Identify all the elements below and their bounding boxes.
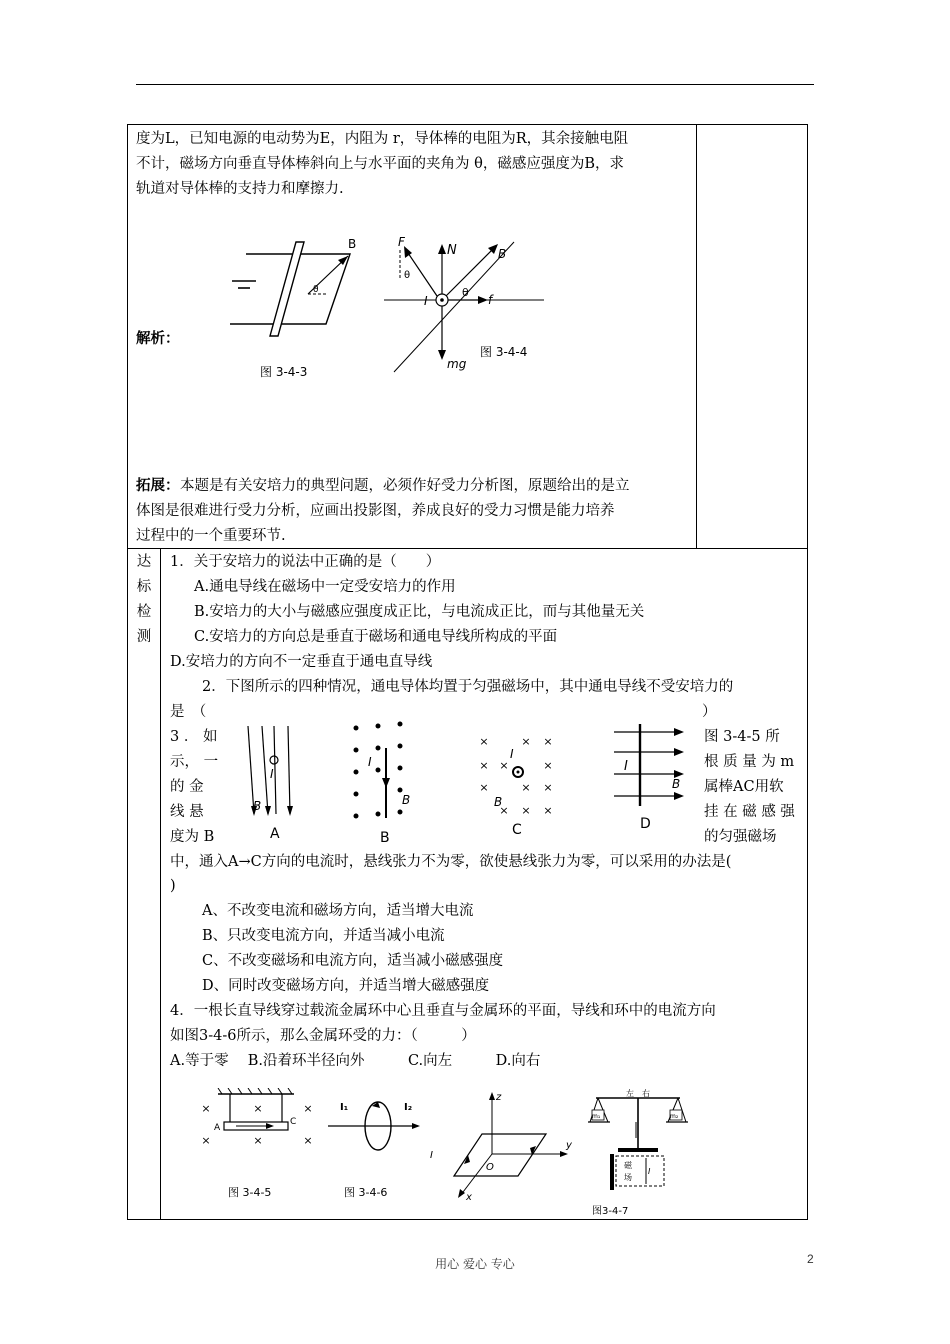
page-footer: 用心 爱心 专心 — [435, 1257, 515, 1271]
svg-text:左: 左 — [626, 1089, 634, 1098]
tuozhan-line-1: 本题是有关安培力的典型问题，必须作好受力分析图，原题给出的是立 — [180, 478, 630, 494]
svg-text:×: × — [543, 781, 553, 794]
section-label-char-4: 测 — [136, 629, 152, 645]
tuozhan-line-2: 体图是很难进行受力分析，应画出投影图，养成良好的受力习惯是能力培养 — [136, 503, 615, 519]
svg-text:θ: θ — [462, 286, 469, 299]
table-label-column-border — [160, 548, 161, 1220]
svg-text:图 3-4-3: 图 3-4-3 — [260, 365, 308, 379]
q2-panel-c — [476, 730, 558, 840]
svg-text:×: × — [521, 804, 531, 817]
q2-panel-d — [610, 722, 690, 834]
q1-option-b: B.安培力的大小与磁感应强度成正比，与电流成正比，而与其他量无关 — [194, 604, 645, 620]
q2-panel-a — [240, 722, 306, 844]
svg-text:D: D — [640, 816, 651, 832]
q3-left-5: 度为 B — [170, 829, 215, 845]
q3-line-close: ) — [170, 878, 176, 894]
q2-line-1: 2．下图所示的四种情况，通电导体均置于匀强磁场中，其中通电导线不受安培力的 — [202, 679, 734, 695]
q2-line-2-left: 是 （ — [170, 704, 207, 720]
svg-text:×: × — [479, 781, 489, 794]
svg-text:图 3-4-6: 图 3-4-6 — [344, 1186, 388, 1199]
svg-text:×: × — [253, 1134, 263, 1147]
q1-option-d: D.安培力的方向不一定垂直于通电直导线 — [170, 654, 433, 670]
svg-text:×: × — [303, 1134, 313, 1147]
q3-left-1: 3 ． 如 — [170, 729, 218, 745]
figure-3-4-4 — [384, 232, 544, 382]
svg-text:B: B — [380, 830, 390, 846]
q3-option-d: D、同时改变磁场方向，并适当增大磁感强度 — [202, 978, 490, 994]
svg-text:×: × — [201, 1134, 211, 1147]
svg-text:B: B — [253, 799, 262, 813]
svg-text:B: B — [402, 793, 411, 807]
svg-text:O: O — [486, 1162, 494, 1173]
svg-text:m₂: m₂ — [670, 1113, 679, 1120]
q1-stem: 1．关于安培力的说法中正确的是（ ） — [170, 554, 441, 570]
problem-text-line-1: 度为L，已知电源的电动势为E，内阻为 r，导体棒的电阻为R，其余接触电阻 — [136, 131, 629, 147]
svg-text:I: I — [648, 1167, 651, 1176]
table-bottom-border — [127, 1219, 808, 1220]
q4-line-2: 如图3-4-6所示，那么金属环受的力：（ ） — [170, 1028, 476, 1044]
svg-text:B: B — [348, 237, 357, 251]
figure-3-4-3 — [222, 232, 358, 382]
svg-text:I: I — [424, 294, 428, 308]
svg-text:×: × — [303, 1102, 313, 1115]
svg-text:图 3-4-4: 图 3-4-4 — [480, 345, 528, 359]
q1-option-c: C.安培力的方向总是垂直于磁场和通电导线所构成的平面 — [194, 629, 558, 645]
section-label-char-1: 达 — [136, 554, 152, 570]
figure-coordinate-frame — [426, 1088, 578, 1204]
svg-text:C: C — [512, 822, 522, 838]
svg-text:×: × — [521, 781, 531, 794]
q3-right-4: 挂 在 磁 感 强 — [704, 804, 795, 820]
svg-text:场: 场 — [624, 1173, 632, 1182]
svg-text:I: I — [270, 767, 274, 781]
svg-text:θ: θ — [313, 285, 319, 295]
svg-text:θ: θ — [404, 270, 411, 281]
problem-text-line-3: 轨道对导体棒的支持力和摩擦力. — [136, 181, 344, 197]
svg-text:z: z — [496, 1092, 502, 1103]
svg-text:m₁: m₁ — [592, 1113, 601, 1120]
q3-left-4: 线 悬 — [170, 804, 204, 820]
table-row-divider — [127, 548, 808, 549]
header-rule — [136, 84, 814, 85]
svg-text:I: I — [430, 1150, 433, 1161]
svg-text:×: × — [201, 1102, 211, 1115]
svg-text:B: B — [494, 795, 503, 809]
svg-text:×: × — [479, 759, 489, 772]
q1-option-a: A.通电导线在磁场中一定受安培力的作用 — [194, 579, 456, 595]
section-label-char-3: 检 — [136, 604, 152, 620]
section-label-char-2: 标 — [136, 579, 152, 595]
q2-line-2-right: ） — [702, 704, 717, 720]
q3-right-5: 的匀强磁场 — [704, 829, 777, 845]
q2-panel-b — [348, 718, 418, 846]
table-left-border — [127, 124, 128, 1220]
svg-text:F: F — [398, 235, 405, 249]
jiexi-label: 解析： — [136, 330, 180, 347]
svg-text:N: N — [447, 243, 457, 258]
svg-text:图3-4-7: 图3-4-7 — [592, 1206, 629, 1217]
q3-right-3: 属棒AC用软 — [704, 779, 784, 795]
svg-text:y: y — [566, 1140, 572, 1151]
figure-3-4-6 — [324, 1088, 424, 1204]
svg-text:右: 右 — [642, 1089, 650, 1098]
svg-text:×: × — [543, 759, 553, 772]
q3-option-a: A、不改变电流和磁场方向，适当增大电流 — [202, 903, 474, 919]
table-side-column-border — [696, 124, 697, 548]
q3-option-b: B、只改变电流方向，并适当减小电流 — [202, 928, 445, 944]
svg-text:C: C — [290, 1117, 297, 1127]
table-top-border — [127, 124, 808, 125]
figure-3-4-7 — [588, 1084, 688, 1220]
svg-text:×: × — [479, 735, 489, 748]
tuozhan-label: 拓展： — [136, 477, 180, 494]
problem-text-line-2: 不计，磁场方向垂直导体棒斜向上与水平面的夹角为 θ，磁感应强度为B，求 — [136, 156, 624, 172]
q3-left-3: 的 金 — [170, 779, 204, 795]
q3-right-2: 根 质 量 为 m — [704, 754, 795, 770]
q3-line-full: 中，通入A→C方向的电流时，悬线张力不为零，欲使悬线张力为零，可以采用的办法是( — [170, 854, 732, 870]
page-number: 2 — [807, 1252, 814, 1266]
svg-text:A: A — [270, 826, 280, 842]
q3-left-2: 示， 一 — [170, 754, 219, 770]
svg-text:A: A — [214, 1123, 221, 1133]
svg-text:×: × — [499, 759, 509, 772]
svg-text:mg: mg — [447, 357, 467, 371]
svg-text:B: B — [498, 247, 507, 261]
svg-text:×: × — [253, 1102, 263, 1115]
q4-options: A.等于零 B.沿着环半径向外 C.向左 D.向右 — [170, 1053, 541, 1069]
q3-right-1: 图 3-4-5 所 — [704, 729, 780, 745]
svg-text:I₂: I₂ — [404, 1102, 413, 1113]
svg-text:磁: 磁 — [624, 1161, 632, 1170]
svg-text:×: × — [499, 804, 509, 817]
svg-text:I₁: I₁ — [340, 1102, 349, 1113]
svg-text:×: × — [543, 735, 553, 748]
table-right-border — [807, 124, 808, 1220]
svg-text:×: × — [543, 804, 553, 817]
svg-text:I: I — [624, 759, 628, 774]
svg-text:f: f — [488, 293, 493, 307]
svg-text:I: I — [368, 755, 372, 769]
svg-text:×: × — [521, 735, 531, 748]
q3-option-c: C、不改变磁场和电流方向，适当减小磁感强度 — [202, 953, 504, 969]
svg-text:I: I — [510, 747, 514, 761]
tuozhan-line-3: 过程中的一个重要环节. — [136, 528, 286, 544]
svg-text:图 3-4-5: 图 3-4-5 — [228, 1186, 272, 1199]
figure-3-4-5 — [194, 1088, 326, 1204]
q4-line-1: 4．一根长直导线穿过载流金属环中心且垂直与金属环的平面，导线和环中的电流方向 — [170, 1003, 716, 1019]
svg-text:B: B — [672, 777, 681, 791]
svg-text:x: x — [466, 1192, 472, 1203]
